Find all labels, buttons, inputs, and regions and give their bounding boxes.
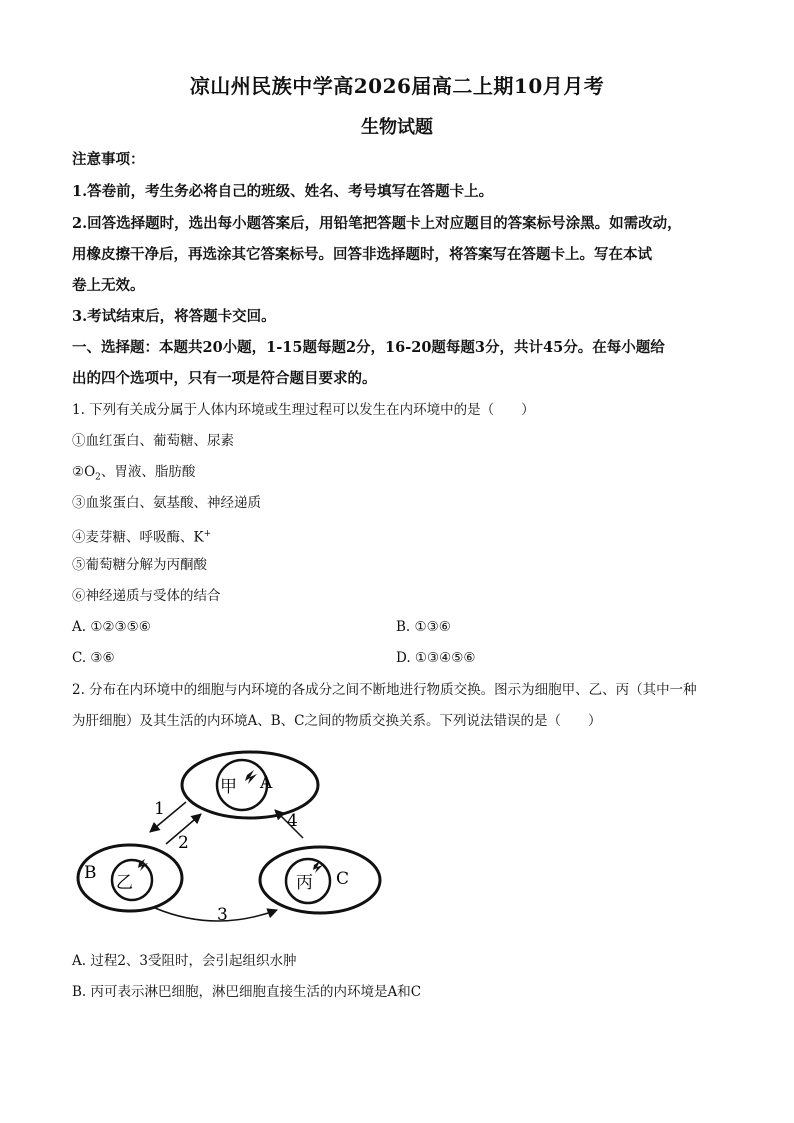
question-1-option-d: D. ①③④⑤⑥ — [396, 650, 476, 666]
exam-title: 凉山州民族中学高2026届高二上期10月月考 — [189, 74, 605, 98]
notice-item-2-line-1: 2.回答选择题时，选出每小题答案后，用铅笔把答题卡上对应题目的答案标号涂黑。如需改动， — [72, 215, 682, 232]
environment-a-label: A — [260, 773, 273, 793]
question-1-option-b: B. ①③⑥ — [396, 619, 451, 635]
question-1-stem: 1. 下列有关成分属于人体内环境或生理过程可以发生在内环境中的是（ ） — [72, 402, 535, 418]
question-1-statement-2: $②O_2$、胃液、脂肪酸 — [72, 464, 196, 483]
environment-b-label: B — [84, 863, 97, 883]
cell-b-label: 乙 — [116, 873, 133, 893]
cell-a-bolt-icon — [245, 770, 257, 784]
exchange-diagram — [70, 748, 390, 933]
arrow-2-label: 2 — [178, 833, 189, 853]
environment-b — [78, 845, 182, 911]
environment-a — [182, 752, 318, 818]
question-1-statement-1: ①血红蛋白、葡萄糖、尿素 — [72, 433, 234, 449]
notice-item-2-line-2: 用橡皮擦干净后，再选涂其它答案标号。回答非选择题时，将答案写在答题卡上。写在本试 — [72, 246, 652, 263]
question-2-stem-line-1: 2. 分布在内环境中的细胞与内环境的各成分之间不断地进行物质交换。图示为细胞甲、乙、丙（其中一种 — [72, 682, 697, 698]
cell-a-label: 甲 — [220, 777, 237, 797]
arrow-3-label: 3 — [217, 905, 228, 925]
arrow-1-label: 1 — [154, 799, 165, 819]
section-1-line-1: 一、选择题：本题共20小题，1-15题每题2分，16-20题每题3分，共计45分。在每小题给 — [72, 339, 665, 356]
cell-c-label: 丙 — [296, 873, 313, 893]
arrow-3-b-to-c — [155, 908, 277, 921]
question-1-option-a: A. ①②③⑤⑥ — [72, 619, 151, 635]
arrow-4-label: 4 — [287, 811, 298, 831]
section-1-line-2: 出的四个选项中，只有一项是符合题目要求的。 — [72, 370, 377, 387]
notice-item-3: 3.考试结束后，将答题卡交回。 — [72, 308, 276, 325]
notice-heading: 注意事项： — [72, 151, 145, 168]
question-2-option-b: B. 丙可表示淋巴细胞，淋巴细胞直接生活的内环境是A和C — [72, 984, 422, 1000]
question-1-option-c: C. ③⑥ — [72, 650, 115, 666]
question-1-statement-4: ④麦芽糖、呼吸酶、K+ — [72, 529, 212, 546]
question-2-stem-line-2: 为肝细胞）及其生活的内环境A、B、C之间的物质交换关系。下列说法错误的是（ ） — [72, 713, 602, 729]
notice-item-1: 1.答卷前，考生务必将自己的班级、姓名、考号填写在答题卡上。 — [72, 183, 494, 200]
question-2-option-a: A. 过程2、3受阻时，会引起组织水肿 — [72, 953, 297, 969]
notice-item-2-line-3: 卷上无效。 — [72, 277, 145, 294]
subject-title: 生物试题 — [361, 117, 433, 138]
question-1-statement-6: ⑥神经递质与受体的结合 — [72, 588, 221, 604]
question-1-statement-5: ⑤葡萄糖分解为丙酮酸 — [72, 557, 207, 573]
question-1-statement-3: ③血浆蛋白、氨基酸、神经递质 — [72, 495, 261, 511]
environment-c — [260, 847, 380, 913]
environment-c-label: C — [336, 869, 350, 889]
